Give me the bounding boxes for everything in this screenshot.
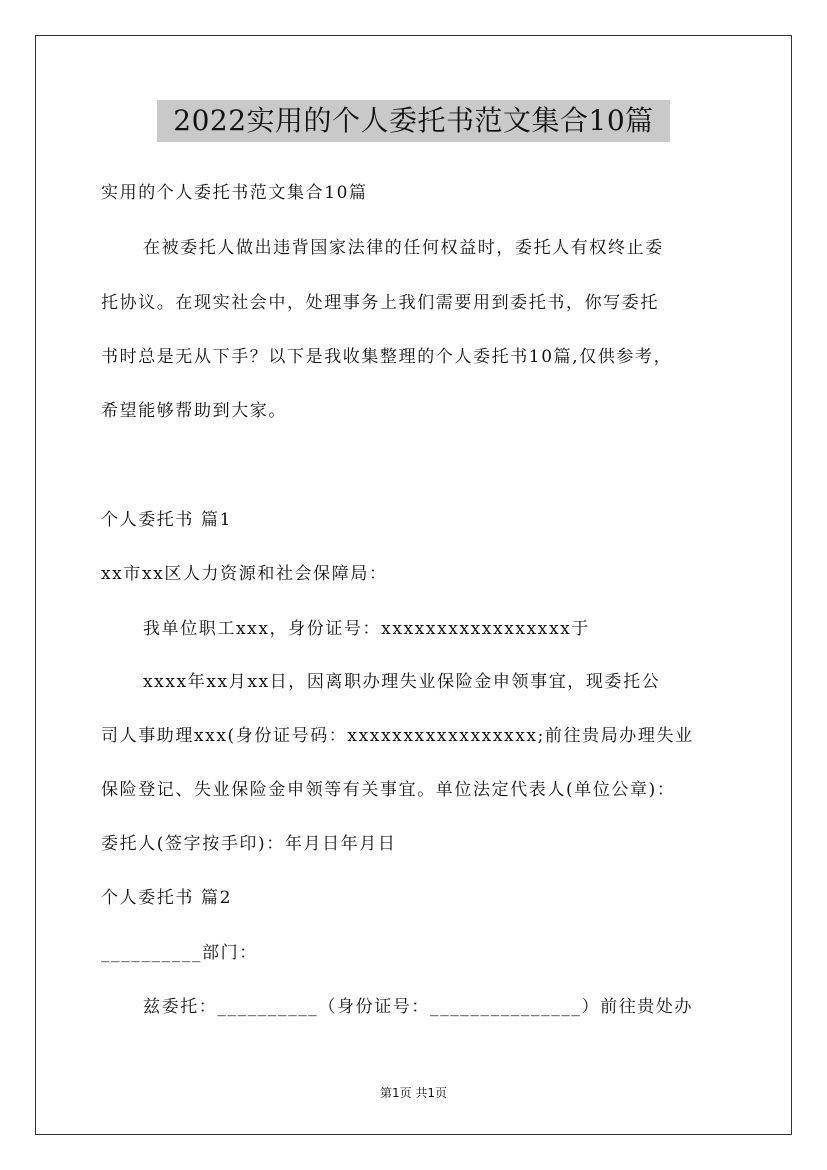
body-line-2: xxxx年xx月xx日，因离职办理失业保险金申领事宜，现委托公 — [143, 672, 661, 692]
intro-line-1: 在被委托人做出违背国家法律的任何权益时，委托人有权终止委 — [143, 238, 664, 258]
body-line-3: 司人事助理xxx(身份证号码：xxxxxxxxxxxxxxxxx;前往贵局办理失业 — [101, 726, 694, 746]
body-line-1: 我单位职工xxx，身份证号：xxxxxxxxxxxxxxxxx于 — [143, 619, 590, 639]
addressee-1: xx市xx区人力资源和社会保障局： — [101, 564, 388, 584]
body-line-6: 兹委托：__________（身份证号：_______________）前往贵处办 — [143, 997, 694, 1017]
intro-line-3: 书时总是无从下手？以下是我收集整理的个人委托书10篇,仅供参考， — [101, 347, 673, 367]
section-heading-1: 个人委托书 篇1 — [101, 510, 233, 530]
page-footer: 第1页 共1页 — [379, 1086, 448, 1100]
body-line-4: 保险登记、失业保险金申领等有关事宜。单位法定代表人(单位公章)： — [101, 780, 676, 800]
addressee-2: __________部门： — [101, 943, 258, 963]
subtitle: 实用的个人委托书范文集合10篇 — [101, 183, 368, 203]
document-title: 2022实用的个人委托书范文集合10篇 — [157, 100, 670, 142]
section-heading-2: 个人委托书 篇2 — [101, 888, 233, 908]
intro-line-4: 希望能够帮助到大家。 — [101, 401, 287, 421]
body-line-5: 委托人(签字按手印)：年月日年月日 — [101, 834, 397, 854]
intro-line-2: 托协议。在现实社会中，处理事务上我们需要用到委托书，你写委托 — [101, 293, 659, 313]
